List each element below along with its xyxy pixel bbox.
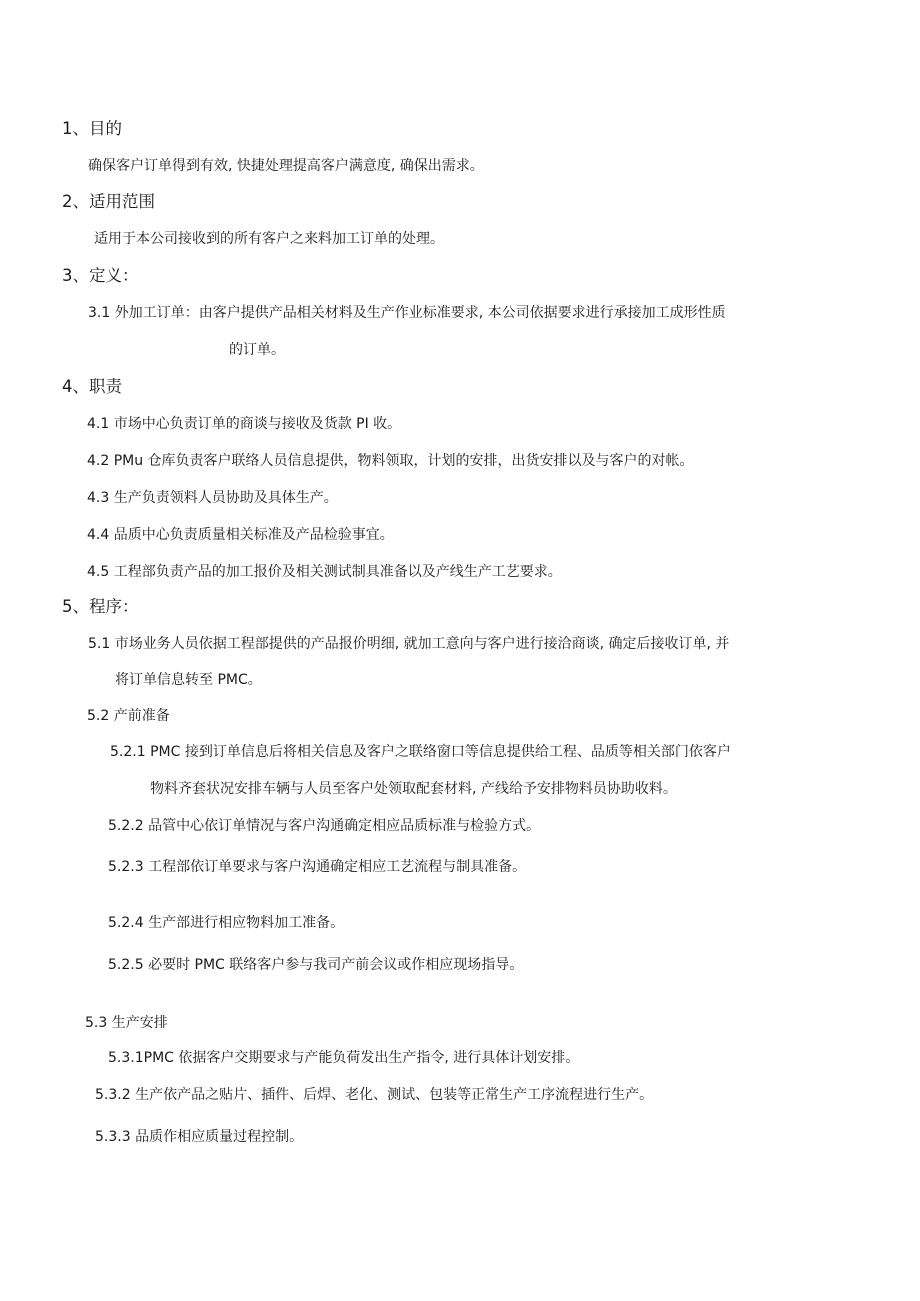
section-4-5: 4.5 工程部负责产品的加工报价及相关测试制具准备以及产线生产工艺要求。 <box>87 564 562 580</box>
section-5-3-1: 5.3.1PMC 依据客户交期要求与产能负荷发出生产指令, 进行具体计划安排。 <box>108 1050 580 1066</box>
section-2-title: 2、适用范围 <box>62 192 155 211</box>
section-3-title: 3、定义： <box>62 266 139 285</box>
section-5-title: 5、程序： <box>62 597 139 616</box>
section-4-2: 4.2 PMu 仓库负责客户联络人员信息提供，物料领取，计划的安排，出货安排以及与客户的对帐。 <box>87 453 694 469</box>
section-4-4: 4.4 品质中心负责质量相关标准及产品检验事宜。 <box>87 527 394 543</box>
section-5-3-title: 5.3 生产安排 <box>85 1015 168 1031</box>
section-5-3-3: 5.3.3 品质作相应质量过程控制。 <box>95 1129 304 1145</box>
section-4-3: 4.3 生产负责领料人员协助及具体生产。 <box>87 490 338 506</box>
section-5-2-1-line-1: 5.2.1 PMC 接到订单信息后将相关信息及客户之联络窗口等信息提供给工程、品质等相关部门依客户 <box>110 744 731 760</box>
section-2-body: 适用于本公司接收到的所有客户之来料加工订单的处理。 <box>94 231 444 247</box>
section-5-2-4: 5.2.4 生产部进行相应物料加工准备。 <box>108 915 345 931</box>
section-5-2-title: 5.2 产前准备 <box>87 708 170 724</box>
section-5-1-line-2: 将订单信息转至 PMC。 <box>115 672 262 688</box>
section-5-2-1-line-2: 物料齐套状况安排车辆与人员至客户处领取配套材料, 产线给予安排物料员协助收料。 <box>150 781 677 797</box>
section-5-2-3: 5.2.3 工程部依订单要求与客户沟通确定相应工艺流程与制具准备。 <box>108 859 527 875</box>
section-4-title: 4、职责 <box>62 377 122 396</box>
section-3-1-line-1: 3.1 外加工订单：由客户提供产品相关材料及生产作业标准要求, 本公司依据要求进行承接加工成形性质 <box>88 305 726 321</box>
section-5-3-2: 5.3.2 生产依产品之贴片、插件、后焊、老化、测试、包装等正常生产工序流程进行生产。 <box>95 1087 654 1103</box>
section-4-1: 4.1 市场中心负责订单的商谈与接收及货款 PI 收。 <box>87 416 402 432</box>
section-3-1-line-2: 的订单。 <box>229 342 285 358</box>
section-5-1-line-1: 5.1 市场业务人员依据工程部提供的产品报价明细, 就加工意向与客户进行接洽商谈, 确定后接收订单, 并 <box>88 636 730 652</box>
section-1-title: 1、目的 <box>62 119 122 138</box>
section-5-2-5: 5.2.5 必要时 PMC 联络客户参与我司产前会议或作相应现场指导。 <box>108 957 524 973</box>
section-5-2-2: 5.2.2 品管中心依订单情况与客户沟通确定相应品质标准与检验方式。 <box>108 818 541 834</box>
section-1-body: 确保客户订单得到有效, 快捷处理提高客户满意度, 确保出需求。 <box>88 158 484 174</box>
